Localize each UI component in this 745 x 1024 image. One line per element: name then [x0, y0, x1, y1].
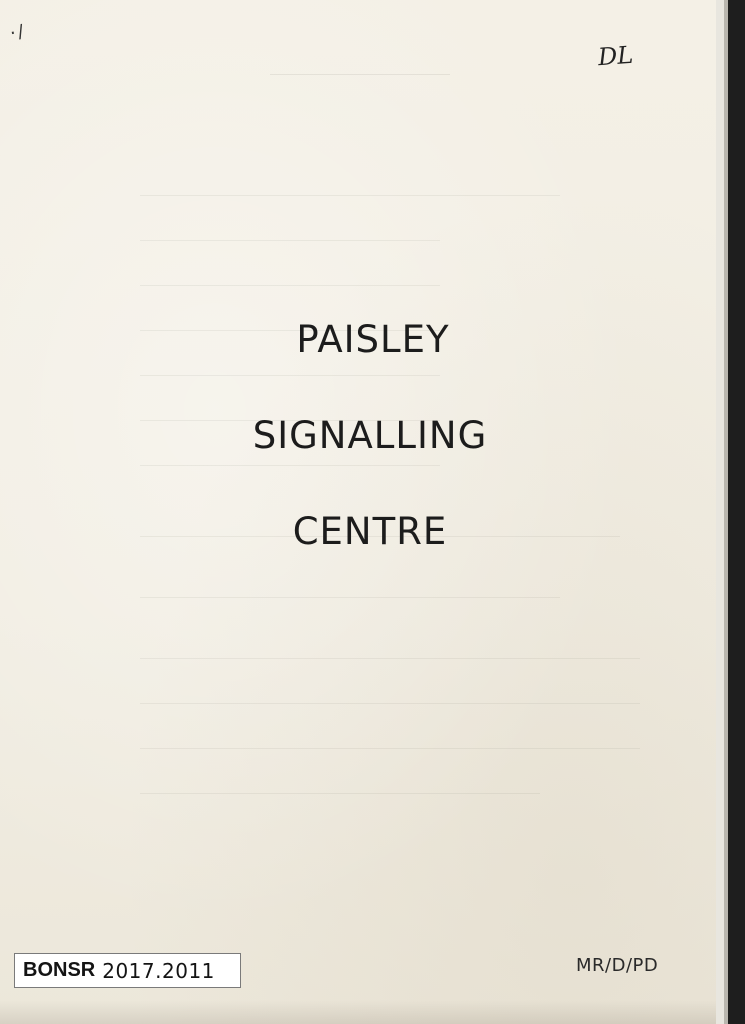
- reference-code: MR/D/PD: [576, 955, 659, 976]
- document-title: [150, 320, 590, 608]
- archive-label-prefix: BONSR: [23, 959, 96, 981]
- title-line-3: CENTRE: [292, 510, 448, 553]
- archive-label: [14, 953, 241, 988]
- title-line-2: SIGNALLING: [252, 414, 488, 457]
- page-shadow: [0, 1000, 716, 1024]
- scanner-background: [728, 0, 745, 1024]
- archive-label-number: 2017.2011: [102, 958, 215, 983]
- handwritten-initials: DL: [597, 40, 635, 72]
- handwritten-corner-mark: ·/: [7, 20, 28, 45]
- title-line-1: PAISLEY: [296, 318, 450, 361]
